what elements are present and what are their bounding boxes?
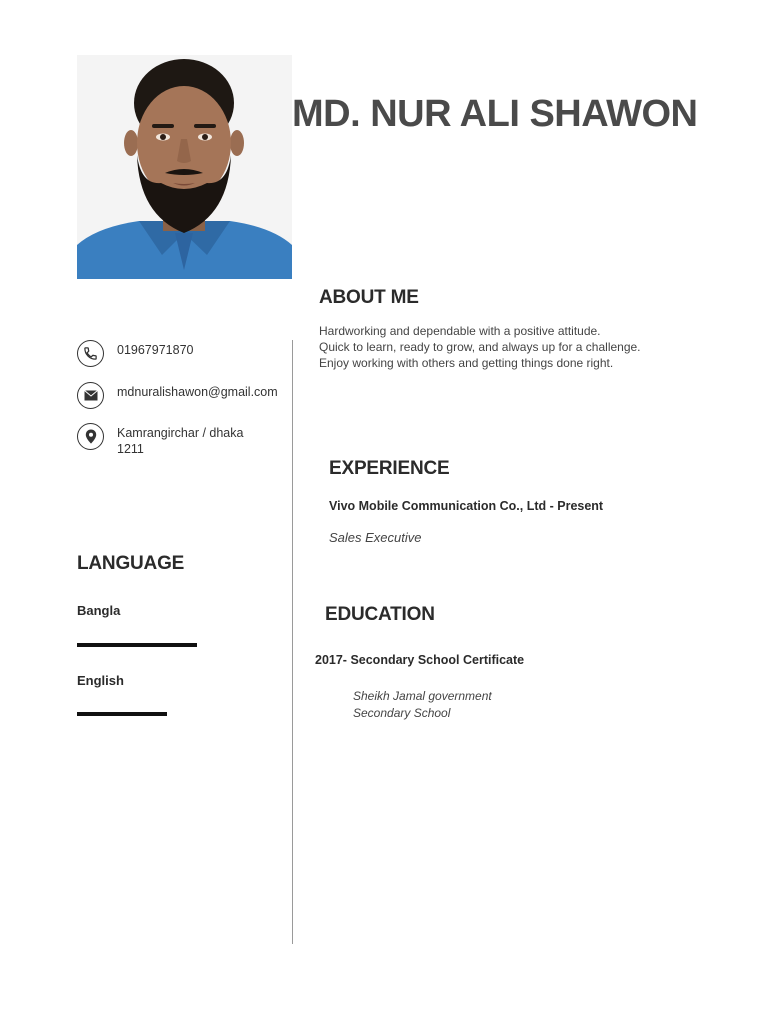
full-name: MD. NUR ALI SHAWON [292,93,698,135]
language-name: English [77,673,124,688]
address-line: Kamrangirchar / dhaka [117,426,244,440]
experience-role: Sales Executive [329,530,422,545]
about-line: Enjoy working with others and getting things done right. [319,356,614,370]
location-pin-icon [77,423,104,450]
phone-icon [77,340,104,367]
about-text [319,323,719,371]
education-heading: EDUCATION [325,604,435,625]
about-line: Hardworking and dependable with a positive attitude. [319,324,601,338]
experience-company: Vivo Mobile Communication Co., Ltd - Present [329,499,604,513]
about-line: Quick to learn, ready to grow, and always up for a challenge. [319,340,641,354]
contact-email [77,382,278,409]
profile-photo [77,55,292,279]
school-line: Secondary School [353,706,451,720]
about-heading: ABOUT ME [319,287,419,308]
contact-phone [77,340,193,367]
language-level-bar [77,643,197,647]
email-address[interactable]: mdnuralishawon@gmail.com [117,385,278,399]
language-heading: LANGUAGE [77,553,185,574]
phone-number: 01967971870 [117,343,194,357]
language-level-bar [77,712,167,716]
school-line: Sheikh Jamal government [353,689,492,703]
address [117,423,243,457]
mail-icon [77,382,104,409]
education-title: 2017- Secondary School Certificate [315,653,525,667]
address-line: 1211 [117,442,144,456]
contact-address [77,423,243,457]
language-name: Bangla [77,603,121,618]
column-divider [292,340,293,944]
education-school [353,688,492,722]
experience-heading: EXPERIENCE [329,458,450,479]
